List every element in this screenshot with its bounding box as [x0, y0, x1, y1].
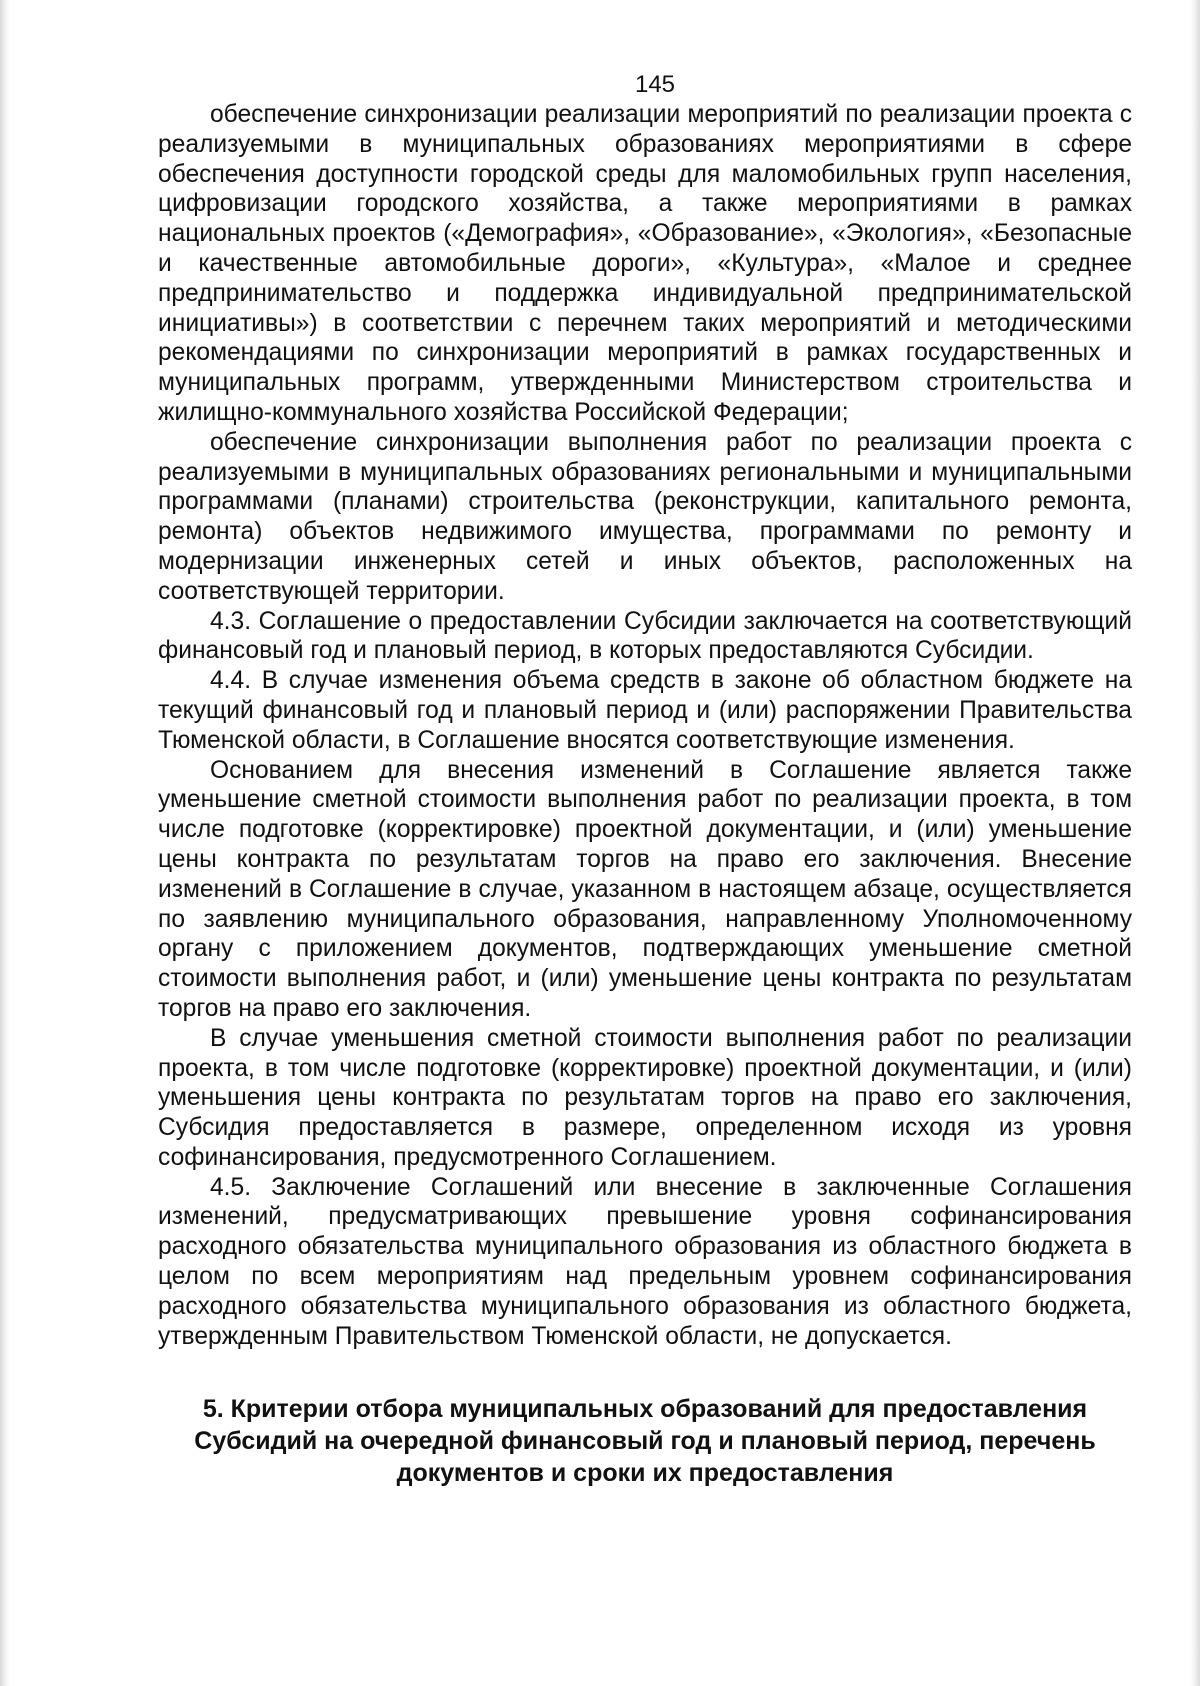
paragraph-sync-measures: обеспечение синхронизации реализации мероприятий по реализации проекта с реализуемыми в муниципальных образованиях мероприятиями в сфере обеспечения доступности городской среды для маломобильных групп населения, цифровизации городского хозяйства, а также мероприятиями в рамках национальных проектов («Демография», «Образование», «Экология», «Безопасные и качественные автомобильные дороги», «Культура», «Малое и среднее предпринимательство и поддержка индивидуальной предпринимательской инициативы») в соответствии с перечнем таких мероприятий и методическими рекомендациями по синхронизации мероприятий в рамках государственных и муниципальных программ, утвержденными Министерством строительства и жилищно-коммунального хозяйства Российской Федерации;	[158, 101, 1132, 426]
scan-edge-right	[1190, 0, 1200, 1686]
paragraph-sync-works: обеспечение синхронизации выполнения работ по реализации проекта с реализуемыми в муниципальных образованиях региональными и муниципальными программами (планами) строительства (реконструкции, капитального ремонта, ремонта) объектов недвижимого имущества, программами по ремонту и модернизации инженерных сетей и иных объектов, расположенных на соответствующей территории.	[158, 428, 1132, 605]
paragraph-cost-reduction: В случае уменьшения сметной стоимости выполнения работ по реализации проекта, в том числе подготовке (корректировке) проектной документации, и (или) уменьшения цены контракта по результатам торгов на право его заключения, Субсидия предоставляется в размере, определенном исходя из уровня софинансирования, предусмотренного Соглашением.	[158, 1024, 1132, 1171]
paragraph-4-4: 4.4. В случае изменения объема средств в законе об областном бюджете на текущий финансовый год и плановый период и (или) распоряжении Правительства Тюменской области, в Соглашение вносятся соответствующие изменения.	[158, 667, 1132, 754]
paragraph-4-5: 4.5. Заключение Соглашений или внесение в заключенные Соглашения изменений, предусматривающих превышение уровня софинансирования расходного обязательства муниципального образования из областного бюджета в целом по всем мероприятиям над предельным уровнем софинансирования расходного обязательства муниципального образования из областного бюджета, утвержденным Правительством Тюменской области, не допускается.	[158, 1173, 1132, 1350]
scan-edge-left	[0, 0, 10, 1686]
section-5-heading	[158, 1393, 1132, 1489]
paragraph-grounds-for-changes: Основанием для внесения изменений в Соглашение является также уменьшение сметной стоимости выполнения работ по реализации проекта, в том числе подготовке (корректировке) проектной документации, и (или) уменьшение цены контракта по результатам торгов на право его заключения. Внесение изменений в Соглашение в случае, указанном в настоящем абзаце, осуществляется по заявлению муниципального образования, направленному Уполномоченному органу с приложением документов, подтверждающих уменьшение сметной стоимости выполнения работ, и (или) уменьшение цены контракта по результатам торгов на право его заключения.	[158, 756, 1132, 1022]
section-heading-line: Субсидий на очередной финансовый год и плановый период, перечень	[194, 1427, 1096, 1456]
paragraph-4-3: 4.3. Соглашение о предоставлении Субсидии заключается на соответствующий финансовый год и плановый период, в которых предоставляются Субсидии.	[158, 607, 1132, 665]
section-heading-line: 5. Критерии отбора муниципальных образований для предоставления	[202, 1395, 1088, 1424]
section-heading-line: документов и сроки их предоставления	[396, 1459, 894, 1488]
page-number: 145	[634, 71, 676, 98]
document-page	[158, 70, 1132, 1489]
